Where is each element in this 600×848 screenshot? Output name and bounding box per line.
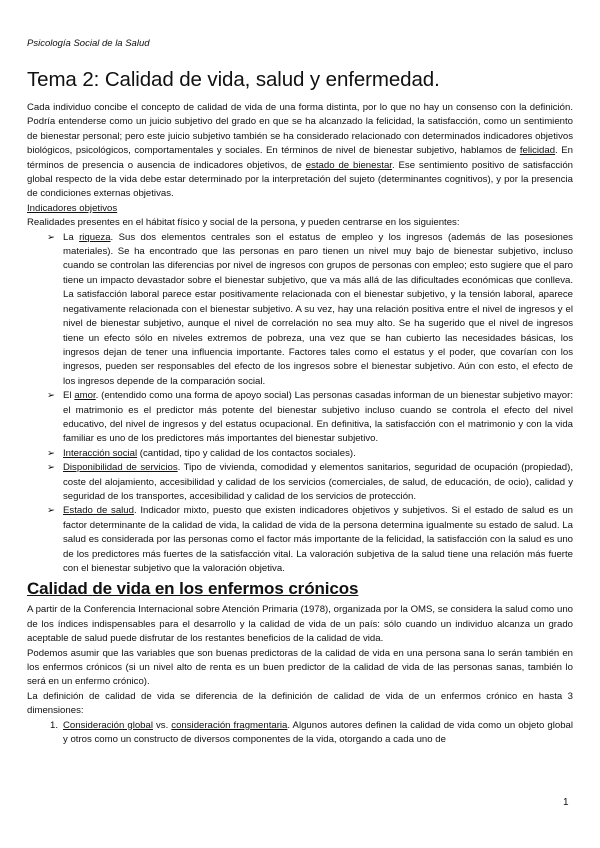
arrow-bullet-icon: ➢ <box>47 505 56 517</box>
text: vs. <box>152 719 172 731</box>
text: . Sus dos elementos centrales son el estatus de empleo y los ingresos (además de las posesiones materiales). Se ha encontrado que las personas en paro tienen un nivel muy bajo de bienestar subjetivo, incluso cuando se controlan las diferencias por nivel de ingresos con grupos de personas con empleo; esto sugiere que el paro tiene un impacto devastador sobre el bienestar subjetivo, que va más allá de las dificultades económicas que conlleva. La satisfacción laboral parece estar positivamente relacionada con el bienestar subjetivo, y la tensión laboral, aparece negativamente relacionada con el bienestar subjetivo. A su vez, hay una relación positiva entre el nivel de ingresos y el nivel de bienestar subjetivo, aunque el nivel de correlación no sea muy alto. Se ha sugerido que el nivel de ingresos tiene un efecto sólo en niveles extremos de pobreza, una vez que se han cubierto las necesidades básicas, los ingresos dejan de tener una influencia importante. Factores tales como el estatus y el poder, que covarían con los ingresos, pueden ser responsables del efecto de los ingresos sobre el bienestar subjetivo. Aún con esto, el efecto de los ingresos depende de la comparación social. <box>63 231 573 387</box>
subheading <box>27 202 573 216</box>
intro-paragraph <box>27 101 573 202</box>
subheading-text: Indicadores objetivos <box>27 202 118 214</box>
term: Consideración global <box>63 719 153 731</box>
text: . En términos de presencia o ausencia de indicadores objetivos, de <box>27 145 573 171</box>
list-item <box>47 231 573 389</box>
running-header: Psicología Social de la Salud <box>27 38 150 49</box>
text: . Ese sentimiento positivo de satisfacción global respecto de la vida debe estar determinado por la interpretación del sujeto (determinantes cognitivos), y por la presencia de condiciones externas objetivas. <box>27 159 573 200</box>
paragraph: La definición de calidad de vida se diferencia de la definición de calidad de vida de un enfermos crónico en hasta 3 dimensiones: <box>27 690 573 717</box>
text: El <box>63 390 75 402</box>
text: . Indicador mixto, puesto que existen indicadores objetivos y subjetivos. Si el estado de salud es un factor determinante de la calidad de vida, la calidad de vida de la persona determina igualmente su estado de salud. La salud es considerada por las personas como el factor más importante de la felicidad, la satisfacción con la salud es uno de los predictores más fuertes de la satisfacción vital. La valoración subjetiva de la salud tiene una relación más fuerte con el bienestar subjetivo que la valoración objetiva. <box>63 505 574 574</box>
term: amor <box>74 390 96 402</box>
arrow-bullet-icon: ➢ <box>47 390 56 402</box>
subintro: Realidades presentes en el hábitat físico y social de la persona, y pueden centrarse en los siguientes: <box>27 217 460 229</box>
paragraph: Podemos asumir que las variables que son buenas predictoras de la calidad de vida en una persona sana lo serán también en los enfermos crónicos (si un nivel alto de renta es un buen predictor de la calidad de vida de las personas sanas, también lo será en un enfermo crónico). <box>27 647 573 688</box>
arrow-bullet-icon: ➢ <box>47 231 56 243</box>
term: Disponibilidad de servicios <box>63 462 178 474</box>
list-item <box>47 447 573 461</box>
indicator-list <box>27 231 573 577</box>
page-title: Tema 2: Calidad de vida, salud y enfermedad. <box>27 68 440 91</box>
dimensions-list <box>27 719 573 748</box>
arrow-bullet-icon: ➢ <box>47 447 56 459</box>
term-estado-bienestar: estado de bienestar <box>305 159 392 171</box>
term-felicidad: felicidad <box>519 145 556 157</box>
list-item <box>47 461 573 504</box>
list-number: 1. <box>50 719 59 731</box>
text: Cada individuo concibe el concepto de calidad de vida de una forma distinta, por lo que no hay un consenso con la definición. Podría entenderse como un juicio subjetivo del grado en que se ha alcanzado la felicidad, la satisfacción, como un sentimiento de bienestar personal; pero este juicio subjetivo también se ha considerado relacionado con determinados indicadores objetivos biológicos, psicológicos, comportamentales y sociales. En términos de nivel de bienestar subjetivo, hablamos de <box>27 102 573 157</box>
text: . Tipo de vivienda, comodidad y elementos sanitarios, seguridad de ocupación (propiedad), coste del alojamiento, accesibilidad y calidad de los servicios (comerciales, de salud, de educación, de ocio), calidad y seguridad de los transportes, accesibilidad y calidad de los servicios de protección. <box>63 462 573 502</box>
list-item <box>50 719 573 748</box>
text: (cantidad, tipo y calidad de los contactos sociales). <box>137 447 356 459</box>
term: Interacción social <box>63 447 138 459</box>
text: . Algunos autores definen la calidad de vida como un objeto global y otros como un constructo de diversos componentes de la vida, otorgando a cada uno de <box>63 719 573 746</box>
section-heading: Calidad de vida en los enfermos crónicos <box>27 579 359 599</box>
term: riqueza <box>79 231 111 243</box>
term: Estado de salud <box>63 505 134 517</box>
page-number: 1 <box>563 797 569 808</box>
text: La <box>63 231 80 243</box>
term: consideración fragmentaria <box>171 719 288 731</box>
document-body <box>27 101 573 747</box>
text: . (entendido como una forma de apoyo social) Las personas casadas informan de un bienestar subjetivo mayor: el matrimonio es el predictor más potente del bienestar subjetivo incluso cuando se controla el efecto del nivel educativo, del nivel de ingresos y del estatus ocupacional. En definitiva, la satisfacción con el matrimonio y con la vida familiar es uno de los predictores más importantes del bienestar subjetivo. <box>63 390 573 445</box>
arrow-bullet-icon: ➢ <box>47 462 56 474</box>
paragraph: A partir de la Conferencia Internacional sobre Atención Primaria (1978), organizada por la OMS, se considera la salud como uno de los índices indispensables para el desarrollo y la calidad de vida de un país: sólo cuando un individuo alcanza un grado aceptable de salud puede disfrutar de los restantes beneficios de la calidad de vida. <box>27 604 573 645</box>
list-item <box>47 504 574 576</box>
list-item <box>47 389 573 447</box>
